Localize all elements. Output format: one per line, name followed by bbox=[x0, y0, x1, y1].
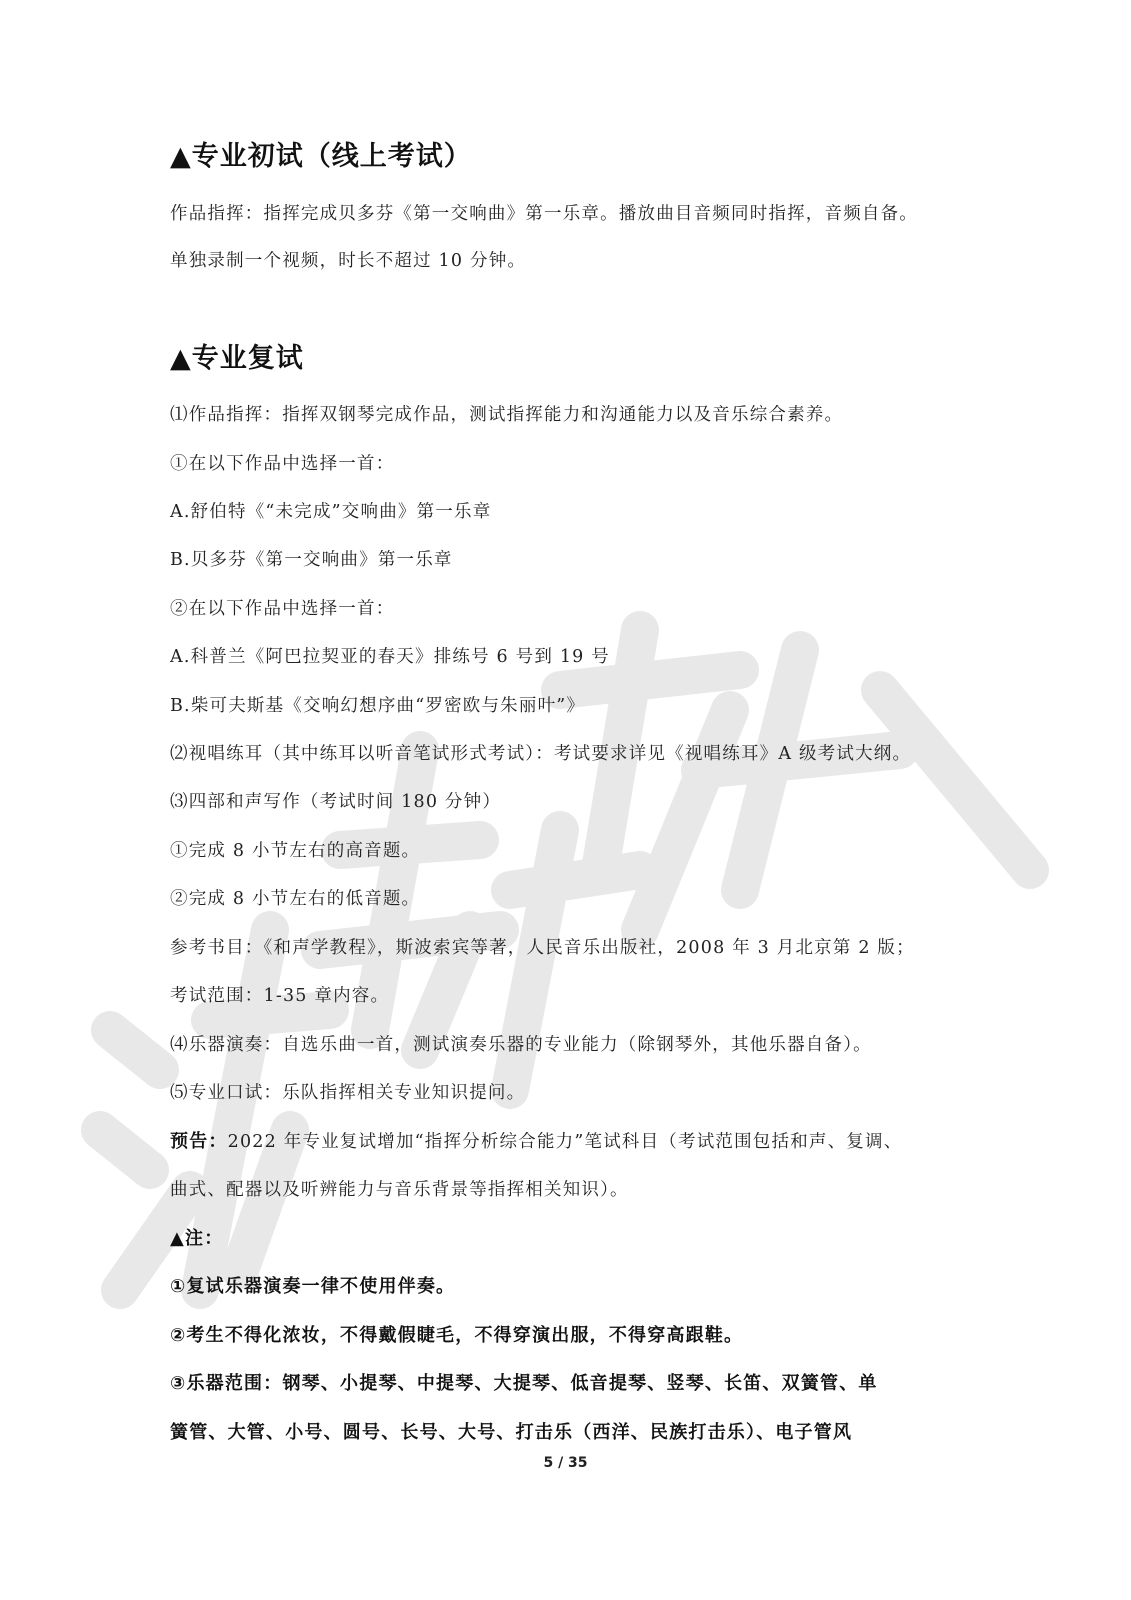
note-item: ③乐器范围：钢琴、小提琴、中提琴、大提琴、低音提琴、竖琴、长笛、双簧管、单 bbox=[170, 1373, 878, 1394]
note-item: ②考生不得化浓妆，不得戴假睫毛，不得穿演出服，不得穿高跟鞋。 bbox=[170, 1325, 744, 1346]
section-heading-retest: ▲专业复试 bbox=[170, 343, 304, 374]
page-number: 5 / 35 bbox=[543, 1455, 588, 1471]
notice-line bbox=[170, 1127, 902, 1153]
text-line: B.贝多芬《第一交响曲》第一乐章 bbox=[170, 550, 453, 570]
notice-label: 预告： bbox=[170, 1131, 228, 1152]
text-line: 单独录制一个视频，时长不超过 10 分钟。 bbox=[170, 251, 527, 271]
text-line: ⑸专业口试：乐队指挥相关专业知识提问。 bbox=[170, 1083, 526, 1103]
text-line: ⑶四部和声写作（考试时间 180 分钟） bbox=[170, 792, 502, 812]
text-line: 曲式、配器以及听辨能力与音乐背景等指挥相关知识）。 bbox=[170, 1180, 629, 1200]
note-item: 簧管、大管、小号、圆号、长号、大号、打击乐（西洋、民族打击乐）、电子管风 bbox=[170, 1422, 853, 1443]
text-line: ①完成 8 小节左右的高音题。 bbox=[170, 841, 421, 861]
note-item: ①复试乐器演奏一律不使用伴奏。 bbox=[170, 1276, 456, 1297]
text-line: ⑴作品指挥：指挥双钢琴完成作品，测试指挥能力和沟通能力以及音乐综合素养。 bbox=[170, 405, 844, 425]
section-heading-preliminary: ▲专业初试（线上考试） bbox=[170, 141, 472, 172]
text-line: ②在以下作品中选择一首： bbox=[170, 599, 395, 619]
text-line: ⑵视唱练耳（其中练耳以听音笔试形式考试）：考试要求详见《视唱练耳》A 级考试大纲。 bbox=[170, 744, 912, 764]
text-line: ①在以下作品中选择一首： bbox=[170, 454, 395, 474]
text-line: B.柴可夫斯基《交响幻想序曲“罗密欧与朱丽叶”》 bbox=[170, 696, 586, 716]
notice-text: 2022 年专业复试增加“指挥分析综合能力”笔试科目（考试范围包括和声、复调、 bbox=[227, 1132, 903, 1152]
notes-heading: ▲注： bbox=[170, 1228, 224, 1249]
text-line: 考试范围：1-35 章内容。 bbox=[170, 986, 390, 1006]
text-line: ②完成 8 小节左右的低音题。 bbox=[170, 889, 421, 909]
text-line: A.科普兰《阿巴拉契亚的春天》排练号 6 号到 19 号 bbox=[170, 647, 610, 667]
text-line: 参考书目：《和声学教程》，斯波索宾等著，人民音乐出版社，2008 年 3 月北京第 2 版； bbox=[170, 938, 915, 958]
text-line: ⑷乐器演奏：自选乐曲一首，测试演奏乐器的专业能力（除钢琴外，其他乐器自备）。 bbox=[170, 1035, 872, 1055]
text-line: 作品指挥：指挥完成贝多芬《第一交响曲》第一乐章。播放曲目音频同时指挥，音频自备。 bbox=[170, 204, 918, 224]
text-line: A.舒伯特《“未完成”交响曲》第一乐章 bbox=[170, 502, 492, 522]
